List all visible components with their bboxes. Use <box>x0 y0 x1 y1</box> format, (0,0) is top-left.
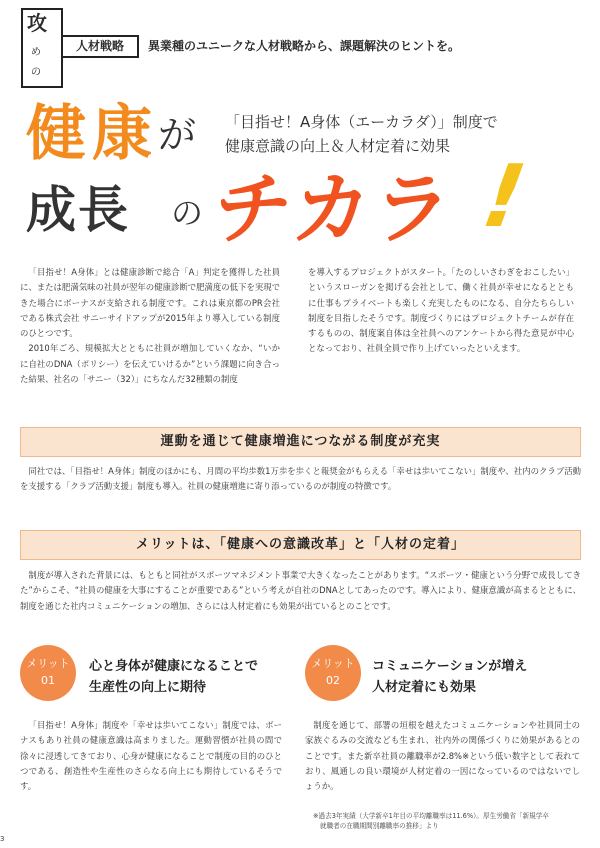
merit-2-paragraph: 制度を通じて、部署の垣根を越えたコミュニケーションや社員同士の家族ぐるみの交流なども生まれ、社内外の関係づくりに効果があるとのことです。また新卒社員の離職率が2.8%※という低い数字として表れており、風通しの良い環境が人材定着の一因になっているのではないでしょうか。 <box>305 720 580 792</box>
deck-line-2: 健康意識の向上＆人材定着に効果 <box>225 137 451 155</box>
merit-body-1 <box>20 718 282 794</box>
page-number: 3 <box>0 835 5 843</box>
series-char-small-1: め <box>31 47 41 58</box>
section-body-1 <box>20 464 581 495</box>
section-heading-2: メリットは、「健康への意識改革」と「人材の定着」 <box>20 530 581 560</box>
merit-title-2 <box>372 656 527 698</box>
headline-chikara: チカラ <box>209 165 458 255</box>
category-tag: 人材戦略 <box>63 35 139 58</box>
merit-title-1 <box>89 656 258 698</box>
intro-paragraph-2: 2010年ごろ、規模拡大とともに社員が増加していくなか、“いかに自社のDNA（ポリシー）を伝えていけるか”という課題に向き合った結果、社名の「サニー（32）」にちなんだ32種類の制度 <box>20 343 280 385</box>
section-heading-1: 運動を通じて健康増進につながる制度が充実 <box>20 427 581 457</box>
footnote-line-2: 就職者の在職期間別離職率の推移」より <box>320 822 439 830</box>
merit-body-2 <box>305 718 580 794</box>
headline-seicho: 成長 <box>26 181 130 239</box>
intro-paragraph-3: を導入するプロジェクトがスタート。「たのしいさわぎをおこしたい」というスローガンを掲げる会社として、働く社員が幸せになるとともに仕事もプライベートも楽しく充実したものになる、自分たちらしい制度を目指したそうです。制度づくりにはプロジェクトチームが存在するものの、制度案自体は全社員へのアンケートから得た意見が中心となっており、社員全員で作り上げていったといえます。 <box>308 267 574 354</box>
footnote <box>313 811 583 831</box>
series-char-small-2: の <box>31 67 41 78</box>
merit-badge-01 <box>20 645 76 701</box>
series-label-box <box>21 8 63 88</box>
intro-right-column <box>308 265 574 357</box>
series-lead: 異業種のユニークな人材戦略から、課題解決のヒントを。 <box>148 39 461 53</box>
headline-no: の <box>171 194 204 232</box>
intro-left-column <box>20 265 280 387</box>
section-1-paragraph: 同社では、「目指せ！A身体」制度のほかにも、月間の平均歩数1万歩を歩くと報奨金がもらえる「幸せは歩いてこない」制度や、社内のクラブ活動を支援する「クラブ活動支援」制度も導入。社員の健康増進に寄り添っているのが制度の特徴です。 <box>20 466 581 492</box>
merit-badge-label: メリット <box>26 657 70 670</box>
merit-title-2-line-1: コミュニケーションが増え <box>372 659 528 674</box>
merit-1-paragraph: 「目指せ！A身体」制度や「幸せは歩いてこない」制度では、ボーナスもあり社員の健康意識は高まりました。運動習慣が社員の間で徐々に浸透してきており、心身が健康になることで制度の目的のひとつである、創造性や生産性のさらなる向上にも期待しているそうです。 <box>20 720 282 792</box>
intro-paragraph-1: 「目指せ！A身体」とは健康診断で総合「A」判定を獲得した社員に、または肥満気味の社員が翌年の健康診断で肥満度の低下を実現できた場合にボーナスが支給される制度です。これは東京都のPR会社である株式会社 サニーサイドアップが2015年より導入している制度のひとつです。 <box>20 267 280 339</box>
series-char-big: 攻 <box>27 11 47 35</box>
headline-kenko: 健康 <box>26 99 158 169</box>
deck <box>225 110 498 158</box>
merit-title-1-line-1: 心と身体が健康になることで <box>89 659 259 674</box>
deck-line-1: 「目指せ！A身体（エーカラダ）」制度で <box>225 113 498 131</box>
section-2-paragraph: 制度が導入された背景には、もともと同社がスポーツマネジメント事業で大きくなったことがあります。“スポーツ・健康という分野で成長してきた”からこそ、“社員の健康を大事にすることが重要である”という考えが自社のDNAとしてあったのです。導入により、健康意識が高まるとともに、制度を通じた社内コミュニケーションの増加、さらには人材定着にも効果が出ているとのことです。 <box>20 570 581 611</box>
merit-badge-number: 01 <box>41 674 55 687</box>
headline-exclamation: ! <box>465 147 542 247</box>
footnote-line-1: ※過去3年実績（大学新卒1年目の平均離職率は11.6%）。厚生労働省「新規学卒 <box>313 812 549 820</box>
merit-badge-label: メリット <box>311 657 355 670</box>
section-body-2 <box>20 568 581 614</box>
headline-ga: が <box>158 113 197 157</box>
merit-badge-number: 02 <box>326 674 340 687</box>
merit-title-1-line-2: 生産性の向上に期待 <box>89 680 207 695</box>
merit-title-2-line-2: 人材定着にも効果 <box>372 680 477 695</box>
merit-badge-02 <box>305 645 361 701</box>
